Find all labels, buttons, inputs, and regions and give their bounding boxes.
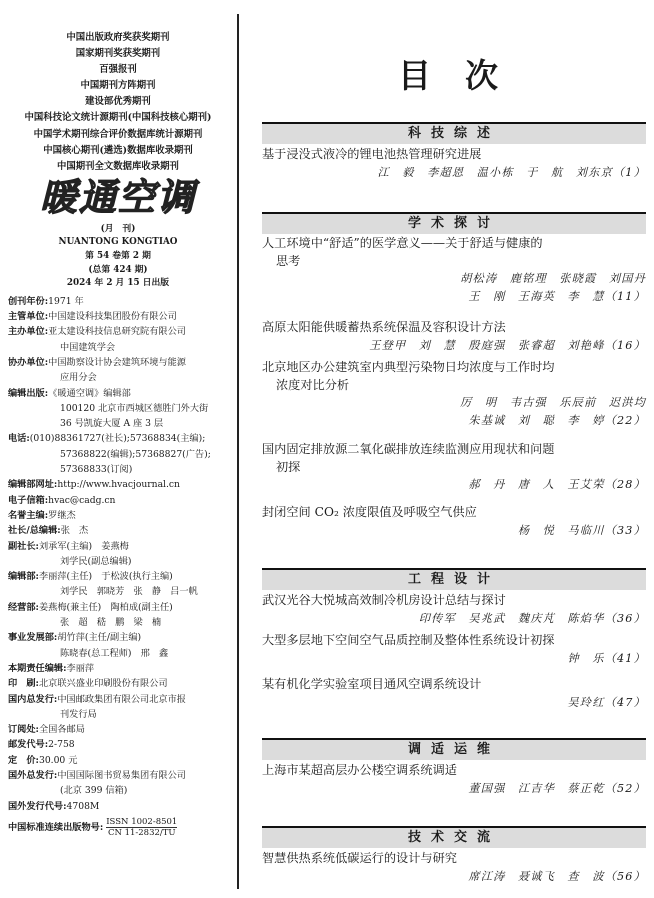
info-label: 主管单位: bbox=[8, 311, 49, 323]
info-value: 陈晓春(总工程师) 邢 鑫 bbox=[60, 647, 169, 659]
article-title: 人工环境中“舒适”的医学意义——关于舒适与健康的 bbox=[262, 236, 543, 250]
info-value: 30.00 元 bbox=[38, 754, 78, 766]
article-entry[interactable] bbox=[262, 319, 646, 354]
total-issue: (总第 424 期) bbox=[88, 264, 148, 275]
cn-number: CN 11-2832/TU bbox=[107, 827, 176, 838]
info-value: http://www.hvacjournal.cn bbox=[57, 479, 180, 491]
article-authors: 印传军 吴兆武 魏庆芃 陈焰华（36） bbox=[418, 611, 646, 625]
logo-graphic bbox=[20, 177, 216, 217]
toc-title: 目次 bbox=[398, 56, 532, 95]
info-label: 编辑出版: bbox=[8, 387, 49, 399]
honor-item: 中国科技论文统计源期刊(中国科技核心期刊) bbox=[24, 112, 212, 124]
info-row bbox=[8, 584, 228, 599]
article-authors: 朱基诚 刘 聪 李 婷（22） bbox=[468, 413, 646, 427]
article-title: 上海市某超高层办公楼空调系统调适 bbox=[262, 763, 457, 777]
info-row bbox=[8, 324, 228, 339]
info-row bbox=[8, 630, 228, 645]
section-header: 科技综述 bbox=[262, 122, 646, 144]
info-value: 中国国际图书贸易集团有限公司 bbox=[57, 770, 186, 782]
info-value: 应用分会 bbox=[60, 372, 97, 384]
info-row bbox=[8, 508, 228, 523]
article-title: 北京地区办公建筑室内典型污染物日均浓度与工作时均 bbox=[262, 360, 555, 374]
article-entry[interactable] bbox=[262, 235, 646, 305]
info-value: (北京 399 信箱) bbox=[60, 785, 128, 797]
info-row bbox=[8, 707, 228, 722]
info-label: 电话: bbox=[8, 433, 30, 445]
info-value: 刘学民 郭晓芳 张 静 吕一帆 bbox=[60, 586, 198, 598]
info-label: 电子信箱: bbox=[8, 494, 49, 506]
info-value: 中国建筑学会 bbox=[60, 341, 116, 353]
info-label: 创刊年份: bbox=[8, 295, 49, 307]
info-value: 中国邮政集团有限公司北京市报 bbox=[57, 693, 186, 705]
logo-text: 暖通空调 bbox=[40, 176, 196, 217]
volume-number: 第 54 卷第 2 期 bbox=[85, 251, 151, 262]
article-title: 浓度对比分析 bbox=[276, 377, 350, 392]
info-label: 订阅处: bbox=[8, 724, 39, 736]
article-entry[interactable] bbox=[262, 632, 646, 667]
article-authors: 胡松涛 鹿铭理 张晓霞 刘国丹 bbox=[460, 272, 646, 285]
article-authors: 王 刚 王海英 李 慧（11） bbox=[468, 289, 646, 303]
info-value: 姜燕梅(兼主任) 陶柏成(副主任) bbox=[38, 601, 173, 613]
journal-logo bbox=[8, 177, 228, 217]
article-title: 某有机化学实验室项目通风空调系统设计 bbox=[262, 677, 482, 691]
section-header: 技术交流 bbox=[262, 826, 646, 848]
info-value: 李丽萍(主任) 于松波(执行主编) bbox=[38, 571, 173, 583]
info-label: 协办单位: bbox=[8, 357, 49, 368]
info-value: 4708M bbox=[66, 800, 100, 812]
article-title: 基于浸没式液冷的锂电池热管理研究进展 bbox=[262, 147, 482, 161]
info-row bbox=[8, 523, 228, 538]
info-row bbox=[8, 431, 228, 446]
column-divider bbox=[237, 14, 239, 889]
info-value: 57368822(编辑);57368827(广告); bbox=[60, 448, 211, 460]
article-authors: 江 毅 李超恩 温小栋 于 航 刘东京（1） bbox=[377, 165, 646, 179]
article-entry[interactable] bbox=[262, 146, 646, 181]
article-entry[interactable] bbox=[262, 359, 646, 429]
article-authors: 郝 丹 唐 人 王艾荣（28） bbox=[468, 478, 646, 491]
info-value: 《暖通空调》编辑部 bbox=[48, 387, 131, 399]
info-label: 邮发代号: bbox=[8, 739, 49, 751]
honor-item: 中国出版政府奖获奖期刊 bbox=[66, 32, 170, 43]
info-value: 北京联兴盛业印刷股份有限公司 bbox=[38, 678, 168, 690]
publication-info bbox=[8, 294, 228, 814]
info-label: 副社长: bbox=[8, 540, 39, 552]
info-value: 刘学民(副总编辑) bbox=[60, 555, 132, 567]
issn-row bbox=[8, 817, 228, 838]
article-title: 智慧供热系统低碳运行的设计与研究 bbox=[262, 851, 457, 865]
honor-item: 中国期刊全文数据库收录期刊 bbox=[57, 160, 179, 172]
info-value: 57368833(订阅) bbox=[60, 464, 133, 476]
info-row bbox=[8, 539, 228, 554]
info-row bbox=[8, 661, 228, 676]
article-authors: 钟 乐（41） bbox=[567, 651, 646, 665]
info-value: 100120 北京市西城区德胜门外大街 bbox=[60, 402, 209, 414]
info-value: 张 超 嵇 鹏 梁 楠 bbox=[60, 617, 162, 629]
info-value: 刘承军(主编) 姜燕梅 bbox=[38, 540, 129, 552]
issn-fraction bbox=[106, 817, 177, 838]
info-label: 主办单位: bbox=[8, 326, 49, 338]
info-row bbox=[8, 493, 228, 508]
info-value: 胡竹萍(主任/副主编) bbox=[57, 632, 142, 644]
honor-item: 百强报刊 bbox=[99, 64, 137, 76]
honor-item: 国家期刊奖获奖期刊 bbox=[75, 48, 161, 60]
article-title: 思考 bbox=[276, 253, 301, 268]
honor-item: 中国核心期刊(遴选)数据库收录期刊 bbox=[43, 144, 193, 156]
article-title: 初探 bbox=[276, 459, 301, 474]
article-entry[interactable] bbox=[262, 850, 646, 885]
info-value: 中国勘察设计协会建筑环境与能源 bbox=[48, 357, 186, 368]
info-row bbox=[8, 753, 228, 768]
article-entry[interactable] bbox=[262, 504, 646, 539]
info-row bbox=[8, 370, 228, 385]
info-label: 国外发行代号: bbox=[8, 800, 67, 812]
article-entry[interactable] bbox=[262, 592, 646, 627]
info-value: (010)88361727(社长);57368834(主编); bbox=[29, 433, 206, 445]
info-label: 本期责任编辑: bbox=[8, 662, 67, 674]
info-value: 张 杰 bbox=[60, 525, 89, 537]
info-row bbox=[8, 340, 228, 355]
info-value: 1971 年 bbox=[48, 295, 84, 307]
article-authors: 王登甲 刘 慧 殷庭强 张睿超 刘艳峰（16） bbox=[369, 338, 646, 352]
masthead-column bbox=[8, 30, 228, 838]
info-row bbox=[8, 386, 228, 401]
info-label: 社长/总编辑: bbox=[8, 525, 61, 537]
honor-item: 建设部优秀期刊 bbox=[85, 96, 151, 108]
info-row bbox=[8, 646, 228, 661]
article-title: 高原太阳能供暖蓄热系统保温及容积设计方法 bbox=[262, 320, 506, 334]
info-value: 中国建设科技集团股份有限公司 bbox=[48, 311, 177, 323]
info-label: 国内总发行: bbox=[8, 693, 58, 705]
frequency: (月 刊) bbox=[100, 223, 136, 234]
issn-label: 中国标准连续出版物号: bbox=[8, 821, 104, 833]
info-row bbox=[8, 737, 228, 752]
article-authors: 席江涛 聂诚飞 查 波（56） bbox=[468, 869, 646, 883]
info-label: 印 刷: bbox=[8, 678, 39, 690]
info-label: 事业发展部: bbox=[8, 632, 58, 644]
info-row bbox=[8, 294, 228, 309]
info-row bbox=[8, 477, 228, 492]
info-label: 编辑部网址: bbox=[8, 479, 58, 491]
info-label: 经营部: bbox=[8, 601, 39, 613]
journal-pinyin: NUANTONG KONGTIAO bbox=[58, 237, 178, 248]
info-value: 李丽萍 bbox=[66, 662, 95, 674]
issn-number: ISSN 1002-8501 bbox=[106, 816, 178, 827]
info-row bbox=[8, 783, 228, 798]
info-row bbox=[8, 722, 228, 737]
info-row bbox=[8, 768, 228, 783]
honor-item: 中国学术期刊综合评价数据库统计源期刊 bbox=[33, 128, 203, 140]
article-title: 封闭空间 CO₂ 浓度限值及呼吸空气供应 bbox=[262, 505, 477, 519]
info-row bbox=[8, 615, 228, 630]
honor-item: 中国期刊方阵期刊 bbox=[80, 80, 156, 92]
info-label: 名誉主编: bbox=[8, 509, 49, 521]
article-title: 国内固定排放源二氧化碳排放连续监测应用现状和问题 bbox=[262, 442, 555, 456]
article-authors: 董国强 江吉华 蔡正乾（52） bbox=[468, 781, 646, 795]
article-entry[interactable] bbox=[262, 441, 646, 494]
article-title: 武汉光谷大悦城高效制冷机房设计总结与探讨 bbox=[262, 593, 506, 607]
info-value: 罗继杰 bbox=[48, 509, 76, 521]
info-label: 定 价: bbox=[8, 754, 39, 766]
info-label: 国外总发行: bbox=[8, 770, 58, 782]
article-title: 大型多层地下空间空气品质控制及整体性系统设计初探 bbox=[262, 633, 555, 647]
info-row bbox=[8, 569, 228, 584]
info-label: 编辑部: bbox=[8, 571, 39, 583]
section-header: 学术探讨 bbox=[262, 212, 646, 234]
info-value: 36 号凯旋大厦 A 座 3 层 bbox=[60, 418, 164, 430]
info-row bbox=[8, 554, 228, 569]
info-row bbox=[8, 799, 228, 814]
article-entry[interactable] bbox=[262, 676, 646, 711]
info-row bbox=[8, 462, 228, 477]
info-value: 全国各邮局 bbox=[38, 724, 85, 736]
info-row bbox=[8, 416, 228, 431]
info-row bbox=[8, 309, 228, 324]
info-row bbox=[8, 600, 228, 615]
article-entry[interactable] bbox=[262, 762, 646, 797]
section-header: 调适运维 bbox=[262, 738, 646, 760]
info-row bbox=[8, 355, 228, 370]
honor-list bbox=[8, 30, 228, 175]
article-authors: 厉 明 韦古强 乐辰前 迟洪均 bbox=[460, 396, 646, 409]
info-value: hvac@cadg.cn bbox=[48, 494, 116, 506]
article-authors: 吴玲红（47） bbox=[567, 695, 646, 709]
info-row bbox=[8, 401, 228, 416]
info-row bbox=[8, 447, 228, 462]
info-value: 亚太建设科技信息研究院有限公司 bbox=[48, 326, 186, 338]
info-value: 刊发行局 bbox=[60, 708, 97, 720]
article-authors: 杨 悦 马临川（33） bbox=[517, 523, 646, 537]
info-row bbox=[8, 676, 228, 691]
info-value: 2-758 bbox=[48, 739, 75, 751]
info-row bbox=[8, 692, 228, 707]
publish-date: 2024 年 2 月 15 日出版 bbox=[66, 278, 170, 289]
section-header: 工程设计 bbox=[262, 568, 646, 590]
